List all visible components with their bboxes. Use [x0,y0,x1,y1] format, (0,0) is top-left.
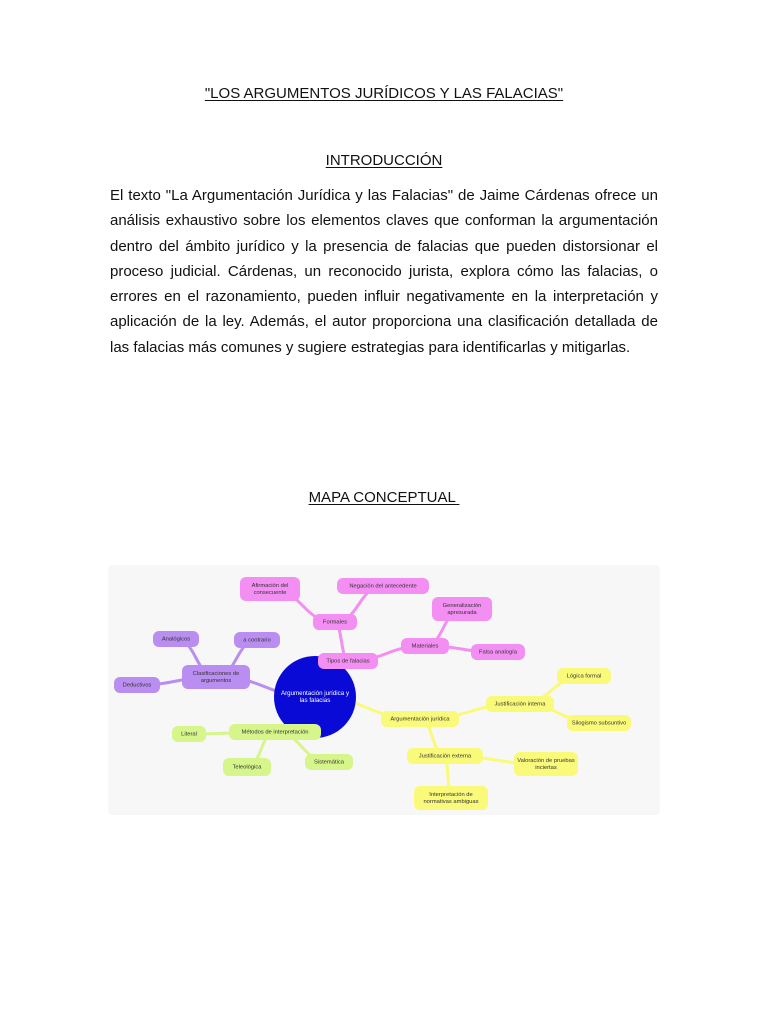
svg-text:Clasificaciones de: Clasificaciones de [192,671,240,678]
node-just-interna [486,696,554,712]
node-formales [313,614,357,630]
svg-text:Negación del antecedente: Negación del antecedente [349,583,417,590]
node-afirmacion [240,577,300,601]
svg-text:Analógicos: Analógicos [161,636,191,643]
node-logica-formal [557,668,611,684]
svg-text:Deductivos: Deductivos [122,682,152,689]
svg-text:Interpretación de: Interpretación de [429,792,473,799]
node-teleologica [223,758,271,776]
node-falsa-analogia [471,644,525,660]
node-interpretacion [414,786,488,810]
node-silogismo [567,715,631,731]
svg-text:normativas ambiguas: normativas ambiguas [423,798,479,805]
svg-text:apresurada: apresurada [447,609,477,616]
node-argumentacion [381,711,459,727]
svg-text:Teleológica: Teleológica [232,764,262,771]
svg-text:Argumentación jurídica: Argumentación jurídica [390,716,450,723]
concept-map-heading: MAPA CONCEPTUAL [308,489,460,506]
svg-text:argumentos: argumentos [200,677,232,684]
svg-text:Literal: Literal [181,731,197,738]
node-analogicos [153,631,199,647]
svg-text:las falacias: las falacias [299,697,331,705]
concept-map-background [108,565,660,815]
svg-text:consecuente: consecuente [253,589,287,596]
node-sistematica [305,754,353,770]
introduction-paragraph: El texto "La Argumentación Jurídica y las Falacias" de Jaime Cárdenas ofrece un análisis exhaustivo sobre los elementos claves que conforman la argumentación dentro del ámbito jurídico y la presencia de falacias que pueden distorsionar el proceso judicial. Cárdenas, un reconocido jurista, explora cómo las falacias, o errores en el razonamiento, pueden influir negativamente en la interpretación y aplicación de la ley. Además, el autor proporciona una clasificación detallada de las falacias más comunes y sugiere estrategias para identificarlas y mitigarlas. [110,187,658,356]
svg-text:Generalización: Generalización [442,603,482,610]
svg-text:inciertas: inciertas [535,764,557,771]
svg-text:Métodos de interpretación: Métodos de interpretación [241,729,309,736]
svg-text:Falsa analogía: Falsa analogía [478,649,518,656]
svg-text:Justificación externa: Justificación externa [418,753,472,760]
svg-text:Justificación interna: Justificación interna [494,701,546,708]
svg-text:Argumentación jurídica y: Argumentación jurídica y [280,690,350,698]
node-valoracion [514,752,578,776]
svg-text:Valoración de pruebas: Valoración de pruebas [517,758,575,765]
svg-text:Sistemática: Sistemática [314,759,344,766]
svg-text:Materiales: Materiales [411,643,439,650]
node-just-externa [407,748,483,764]
node-literal [172,726,206,742]
svg-text:Tipos de falacias: Tipos de falacias [326,658,370,665]
node-generalizacion [432,597,492,621]
introduction-heading: INTRODUCCIÓN [325,152,443,169]
svg-text:Formales: Formales [322,619,348,626]
concept-map [108,565,660,815]
node-deductivos [114,677,160,693]
node-tipos [318,653,378,669]
svg-text:Silogismo subsuntivo: Silogismo subsuntivo [571,720,627,727]
document-title: "LOS ARGUMENTOS JURÍDICOS Y LAS FALACIAS" [204,85,564,102]
svg-text:a contrario: a contrario [243,637,271,644]
svg-text:Lógica formal: Lógica formal [566,673,602,680]
node-metodos [229,724,321,740]
svg-text:Afirmación del: Afirmación del [251,583,289,590]
node-negacion [337,578,429,594]
node-materiales [401,638,449,654]
node-a-contrario [234,632,280,648]
node-clasificaciones [182,665,250,689]
